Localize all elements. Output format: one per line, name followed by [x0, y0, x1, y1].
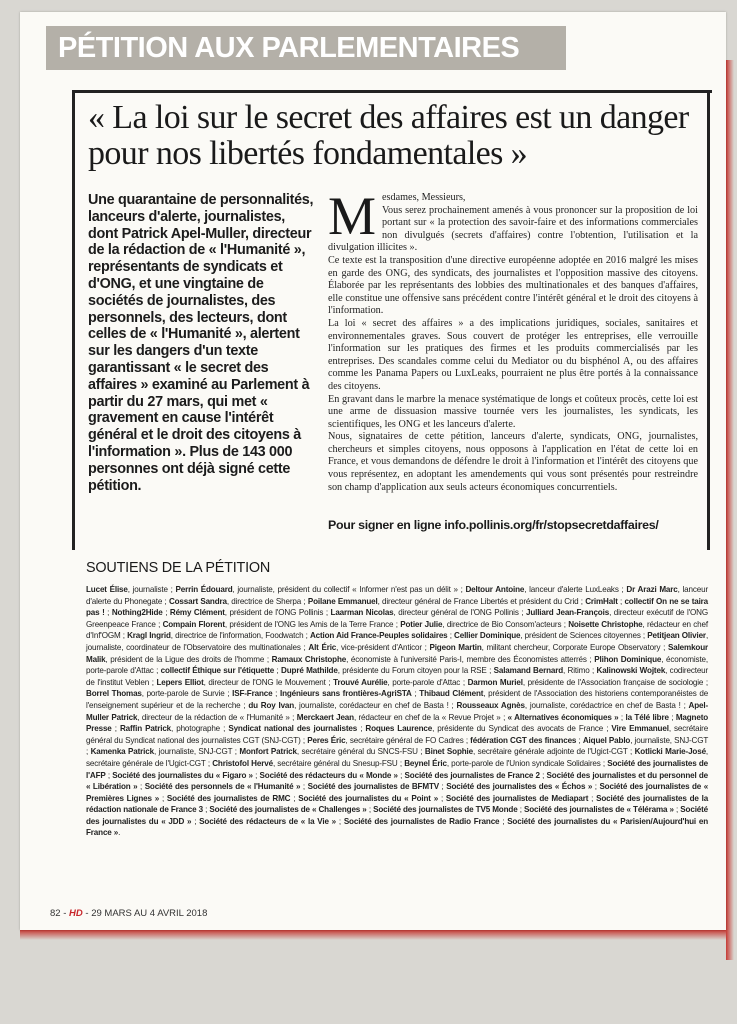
signatory-entry: Société des journalistes de Mediapart ;	[445, 793, 597, 803]
signatory-role: , économiste à l'université Paris-I, membre des Économistes atterrés	[346, 654, 587, 664]
signatory-name: la Télé libre	[625, 712, 669, 722]
signatory-name: Société des rédacteurs de « la Vie »	[199, 816, 337, 826]
signatory-entry: Société des journalistes du « JDD » ;	[86, 805, 709, 826]
signatory-name: Cellier Dominique	[454, 631, 521, 641]
signatory-entry: fédération CGT des finances ;	[470, 735, 583, 745]
signatory-name: Plihon Dominique	[594, 654, 662, 664]
signatory-name: Action Aid France-Peuples solidaires	[309, 631, 448, 641]
signatory-name: Perrin Édouard	[175, 585, 233, 594]
article-intro: Une quarantaine de personnalités, lanceurs d'alerte, journalistes, dont Patrick Apel-Muller, directeur de la rédaction de « l'Humanité », représentants de syndicats et d'ONG, et une vingtaine de sociétés de journalistes, des personnels, des lecteurs, dont celles de « l'Humanité », alertent sur les dangers d'un texte garantissant « le secret des affaires » examiné au Parlement à partir du 27 mars, qui met « gravement en cause l'intérêt général et le droit des citoyens à l'information ». Plus de 143 000 personnes ont déjà signé cette pétition.	[88, 192, 314, 494]
signatory-name: Monfort Patrick	[239, 747, 297, 757]
body-paragraph-5: Nous, signataires de cette pétition, lanceurs d'alerte, syndicats, ONG, journalistes, chercheurs et simples citoyens, nous opposons à l'application en l'état de cette loi en France, et vous demandons de défendre le droit à l'information et l'intérêt des citoyens que vous représentez, en adoptant les amendements qui vous sont présentés pour restreindre son champ d'application aux seuls acteurs économiques concurrentiels.	[328, 431, 698, 493]
signatory-name: Société des personnels de « l'Humanité »	[144, 782, 301, 792]
signatory-role: , directrice de l'information, Foodwatch	[170, 631, 304, 641]
page-number: 82 -	[50, 908, 67, 919]
petition-sign-link[interactable]: Pour signer en ligne info.pollinis.org/fr/stopsecretdaffaires/	[328, 518, 659, 532]
signatory-role: , journaliste, corédactrice en chef de Basta !	[524, 700, 681, 710]
signatory-name: collectif On ne se taira pas !	[86, 596, 709, 618]
signatory-role: , secrétaire générale adjointe de l'Ugict-CGT	[472, 747, 628, 757]
signatory-role: , président de Sciences citoyennes	[520, 631, 641, 641]
signatory-role: , militant chercheur, Corporate Europe Observatory	[481, 642, 661, 652]
signatory-role: , rédacteur en chef de la « Revue Projet »	[353, 712, 501, 722]
signatory-name: Trouvé Aurélie	[333, 677, 388, 687]
signatory-role: , secrétaire général du Snesup-FSU	[272, 758, 398, 768]
signatory-name: Julliard Jean-François	[525, 608, 610, 618]
signatory-name: Pigeon Martin	[429, 642, 482, 652]
signatory-name: Société des journalistes du « Point »	[298, 793, 439, 803]
signatory-entry: Plihon Dominique, économiste, porte-parole d'Attac ;	[86, 654, 708, 676]
signatory-entry: Pigeon Martin, militant chercheur, Corporate Europe Observatory ;	[429, 642, 668, 652]
signatory-name: Lucet Élise	[86, 585, 128, 594]
signatory-entry: Société des journalistes de « Télérama » ;	[523, 805, 681, 815]
body-paragraph-2: Ce texte est la transposition d'une directive européenne adoptée en 2016 malgré les mises en garde des ONG, des syndicats, des journalistes et l'opposition massive des citoyens. Élaborée par les représentants des lobbies des multinationales et des banques d'affaires, elle constitue une offensive sans précédent contre l'intérêt général et le droit des citoyens à l'information.	[328, 254, 698, 317]
signatory-role: , directeur de l'ONG le Mouvement	[203, 677, 326, 687]
signatory-name: Compain Florent	[162, 619, 225, 629]
signatory-name: Christofol Hervé	[212, 758, 273, 768]
signatory-role: , présidente de l'Association française de sociologie	[522, 677, 704, 687]
signatory-entry: Alt Éric, vice-président d'Anticor ;	[308, 642, 430, 652]
signatory-entry: Dr Arazi Marc, lanceur d'alerte du Phonegate ;	[86, 585, 709, 606]
signatory-entry: Société des journalistes du « Point » ;	[298, 793, 446, 803]
signatory-entry: Nothing2Hide ;	[111, 608, 170, 618]
body-paragraph-1: esdames, Messieurs, Vous serez prochainement amenés à vous prononcer sur la proposition de loi portant sur « la protection des savoir-faire et des informations commerciales non divulgués (secrets d'affaires) contre l'obtention, l'utilisation et la divulgation illicites ».	[328, 192, 698, 254]
signatory-entry: Société des rédacteurs du « Monde » ;	[259, 770, 405, 780]
signatory-entry: Kotlicki Marie-José, secrétaire générale de l'Ugict-CGT ;	[86, 747, 709, 768]
signatory-role: , rédacteur en chef d'Inf'OGM	[86, 619, 708, 641]
signatory-role: , journaliste	[127, 585, 168, 594]
signatory-entry: Thibaud Clément, président de l'Association des historiens contemporanéistes de l'enseignement supérieur et de la recherche ;	[86, 689, 709, 710]
signatory-entry: Salamand Bernard, Ritimo ;	[493, 666, 597, 676]
signatory-name: Cossart Sandra	[168, 596, 227, 606]
signatory-name: Deltour Antoine	[465, 585, 525, 594]
signatory-name: Laarman Nicolas	[330, 608, 394, 618]
signatory-name: Kotlicki Marie-José	[634, 747, 706, 757]
signatory-role: , directrice de Bio Consom'acteurs	[442, 619, 562, 629]
signatory-role: , directeur de la rédaction de « l'Humanité »	[137, 712, 290, 722]
signatory-name: fédération CGT des finances	[470, 735, 577, 745]
signatory-entry: Vire Emmanuel, secrétaire général du Syndicat national des journalistes CGT (SNJ-CGT) ;	[86, 724, 709, 745]
signatory-entry: Kalinowski Wojtek, codirecteur de l'institut Veblen ;	[86, 666, 709, 687]
signatory-name: Potier Julie	[400, 619, 443, 629]
signatory-name: Dupré Mathilde	[281, 666, 338, 676]
signatory-entry: Ramaux Christophe, économiste à l'université Paris-I, membre des Économistes atterrés ;	[271, 654, 595, 664]
signatory-name: Salemkour Malik	[86, 642, 709, 664]
signatory-name: Société des journalistes de la rédaction nationale de France 3	[86, 793, 709, 815]
signatory-name: Syndicat national des journalistes	[228, 724, 358, 734]
signatory-entry: Beynel Éric, porte-parole de l'Union syndicale Solidaires ;	[404, 758, 608, 768]
signatory-entry: Raffin Patrick, photographe ;	[119, 724, 229, 734]
frame-top-rule	[72, 90, 712, 93]
signatory-entry: Trouvé Aurélie, porte-parole d'Attac ;	[333, 677, 468, 687]
signatory-name: Darmon Muriel	[467, 677, 523, 687]
signatory-entry: Magneto Presse ;	[86, 712, 709, 734]
signatory-name: Dr Arazi Marc	[626, 585, 678, 594]
signatory-name: Société des journalistes du « JDD »	[86, 805, 709, 826]
signatory-name: Société des journalistes de l'AFP	[86, 758, 709, 780]
signatory-entry: « Alternatives économiques » ;	[507, 712, 626, 722]
signatory-name: Rémy Clément	[169, 608, 225, 618]
signatory-name: Poilane Emmanuel	[307, 596, 378, 606]
signatory-entry: Salemkour Malik, président de la Ligue des droits de l'homme ;	[86, 642, 709, 664]
drop-cap: M	[328, 186, 377, 246]
signatory-role: , journaliste, SNJ-CGT	[630, 735, 709, 745]
signatory-entry: Société des personnels de « l'Humanité » ;	[144, 782, 308, 792]
signatory-entry: Deltour Antoine, lanceur d'alerte LuxLeaks ;	[465, 585, 627, 594]
signatory-name: « Alternatives économiques »	[507, 712, 619, 722]
signatories-list	[86, 584, 708, 839]
signatory-role: , lanceur d'alerte du Phonegate	[86, 585, 709, 606]
signatory-entry: Apel-Muller Patrick, directeur de la rédaction de « l'Humanité » ;	[86, 700, 709, 722]
signatory-entry: Perrin Édouard, journaliste, président du collectif « Informer n'est pas un délit » ;	[175, 585, 466, 594]
signatory-entry: Rousseaux Agnès, journaliste, corédactrice en chef de Basta ! ;	[456, 700, 689, 710]
signatory-entry: Roques Laurence, présidente du Syndicat des avocats de France ;	[365, 724, 612, 734]
signatory-entry: collectif Éthique sur l'étiquette ;	[160, 666, 282, 676]
signatory-role: , journaliste, coordinateur de l'Observatoire des multinationales	[86, 631, 709, 652]
signatory-role: , président de l'Association des historiens contemporanéistes de l'enseignement supérieur et de la recherche	[86, 689, 709, 710]
section-banner	[46, 26, 566, 70]
article-headline: « La loi sur le secret des affaires est un danger pour nos libertés fondamentales »	[88, 99, 689, 172]
signatory-entry: Cossart Sandra, directrice de Sherpa ;	[168, 596, 308, 606]
signatory-name: Alt Éric	[308, 642, 337, 652]
signatory-name: Raffin Patrick	[119, 724, 172, 734]
signatory-entry: Laarman Nicolas, directeur général de l'ONG Pollinis ;	[330, 608, 526, 618]
article-body	[328, 186, 698, 494]
signatory-name: Société des rédacteurs du « Monde »	[259, 770, 398, 780]
signatory-entry: Christofol Hervé, secrétaire général du Snesup-FSU ;	[212, 758, 405, 768]
signatory-entry: Société des journalistes de TV5 Monde ;	[373, 805, 524, 815]
signatory-entry: Syndicat national des journalistes ;	[228, 724, 366, 734]
soutiens-heading: SOUTIENS DE LA PÉTITION	[86, 560, 271, 576]
signatory-name: Peres Éric	[307, 735, 346, 745]
signatory-entry: Ingénieurs sans frontières-AgriSTA ;	[279, 689, 420, 699]
signatory-name: Thibaud Clément	[419, 689, 484, 699]
signatory-name: CrimHalt	[585, 596, 618, 606]
signatory-role: , vice-président d'Anticor	[336, 642, 422, 652]
signatory-name: Société des journalistes du « Figaro »	[112, 770, 253, 780]
signatory-entry: Dupré Mathilde, présidente du Forum citoyen pour la RSE ;	[281, 666, 494, 676]
signatory-role: , porte-parole d'Attac	[387, 677, 461, 687]
signatory-entry: Société des journalistes de France 2 ;	[404, 770, 547, 780]
signatory-name: Société des journalistes et du personnel de « Libération »	[86, 770, 708, 792]
signatory-entry: Rémy Clément, président de l'ONG Pollinis ;	[169, 608, 331, 618]
signatory-name: Société des journalistes de « Premières Lignes »	[86, 782, 709, 803]
signatory-role: , journaliste, corédacteur en chef de Basta !	[294, 700, 449, 710]
magazine-logo: HD	[69, 908, 83, 919]
signatory-entry: Société des rédacteurs de « la Vie » ;	[199, 816, 344, 826]
signatory-role: , économiste, porte-parole d'Attac	[86, 654, 708, 676]
signatory-entry: du Roy Ivan, journaliste, corédacteur en chef de Basta ! ;	[248, 700, 457, 710]
signatory-entry: Société des journalistes de « Premières Lignes » ;	[86, 782, 709, 803]
signatory-name: Société des journalistes de « Télérama »	[523, 805, 674, 815]
signatory-role: , directeur général de l'ONG Pollinis	[393, 608, 519, 618]
signatory-entry: Société des journalistes de Radio France ;	[343, 816, 508, 826]
signatory-role: , porte-parole de Survie	[141, 689, 225, 699]
signatory-entry: Société des journalistes du « Figaro » ;	[112, 770, 260, 780]
signatory-name: Apel-Muller Patrick	[86, 700, 709, 722]
signatory-entry: Société des journalistes des « Échos » ;	[446, 782, 600, 792]
signatory-entry: collectif On ne se taira pas ! ;	[86, 596, 709, 618]
signatory-name: Rousseaux Agnès	[456, 700, 525, 710]
signatory-name: Nothing2Hide	[111, 608, 163, 618]
signatory-role: , président de la Ligue des droits de l'homme	[105, 654, 265, 664]
signatory-name: Société des journalistes de TV5 Monde	[373, 805, 518, 815]
body-paragraph-4: En gravant dans le marbre la menace systématique de longs et coûteux procès, cette loi est une arme de dissuasion massive tournée vers les journalistes, les syndicats, les scientifiques, les ONG et les lanceurs d'alerte.	[328, 393, 698, 430]
signatory-entry: Borrel Thomas, porte-parole de Survie ;	[86, 689, 233, 699]
signatory-entry: Noisette Christophe, rédacteur en chef d'Inf'OGM ;	[86, 619, 708, 641]
signatory-name: Société des journalistes de RMC	[166, 793, 291, 803]
signatory-entry: Lucet Élise, journaliste ;	[86, 585, 176, 594]
signatory-entry: ISF-France ;	[232, 689, 280, 699]
signatory-name: Aiquel Pablo	[582, 735, 631, 745]
signatory-role: , directeur exécutif de l'ONG Greenpeace France	[86, 608, 708, 629]
signatory-role: , Ritimo	[563, 666, 590, 676]
signatory-entry: Société des journalistes de la rédaction nationale de France 3 ;	[86, 793, 709, 815]
signatory-entry: Aiquel Pablo, journaliste, SNJ-CGT ;	[86, 735, 709, 757]
signatory-entry: Julliard Jean-François, directeur exécutif de l'ONG Greenpeace France ;	[86, 608, 708, 629]
signatory-entry: Peres Éric, secrétaire général de FO Cadres ;	[307, 735, 471, 745]
signatory-name: du Roy Ivan	[248, 700, 295, 710]
signatory-entry: Merckaert Jean, rédacteur en chef de la « Revue Projet » ;	[296, 712, 508, 722]
signatory-name: Société des journalistes de « Challenges »	[209, 805, 367, 815]
signatory-entry: Société des journalistes du « Parisien/Aujourd'hui en France ».	[86, 816, 709, 838]
body-paragraph-3: La loi « secret des affaires » a des implications juridiques, sociales, sanitaires et environnementales graves. Sous couvert de protéger les entreprises, elle verrouille l'information sur les pratiques des firmes et les produits commercialisés par les entreprises. Des scandales comme celui du Mediator ou du bisphénol A, ou des affaires comme les Panama Papers ou LuxLeaks, pourraient ne plus être portés à la connaissance des citoyens.	[328, 317, 698, 392]
signatory-name: Lepers Elliot	[156, 677, 204, 687]
signatory-role: , président de l'ONG les Amis de la Terre France	[224, 619, 394, 629]
signatory-role: , directrice de Sherpa	[226, 596, 302, 606]
signatory-name: Société des journalistes de BFMTV	[307, 782, 439, 792]
page-bottom-edge	[20, 930, 726, 940]
signatory-entry: la Télé libre ;	[625, 712, 676, 722]
signatory-name: Roques Laurence	[365, 724, 433, 734]
signatory-name: Société des journalistes de France 2	[404, 770, 540, 780]
signatory-entry: Société des journalistes de RMC ;	[166, 793, 299, 803]
signatory-entry: Darmon Muriel, présidente de l'Association française de sociologie ;	[467, 677, 709, 687]
signatory-entry: Potier Julie, directrice de Bio Consom'acteurs ;	[400, 619, 569, 629]
signatory-role: , président de l'ONG Pollinis	[224, 608, 324, 618]
signatory-name: Beynel Éric	[404, 758, 447, 768]
signatory-role: , journaliste, président du collectif « Informer n'est pas un délit »	[232, 585, 458, 594]
signatory-name: Société des journalistes du « Parisien/Aujourd'hui en France »	[86, 816, 709, 838]
signatory-name: Kragl Ingrid	[127, 631, 171, 641]
magazine-page	[20, 12, 726, 930]
signatory-name: Ingénieurs sans frontières-AgriSTA	[279, 689, 412, 699]
signatory-role: , photographe	[171, 724, 221, 734]
signatory-name: Ramaux Christophe	[271, 654, 347, 664]
signatory-entry: Société des journalistes de « Challenges » ;	[209, 805, 374, 815]
page-edge-red	[726, 60, 734, 960]
signatory-role: , présidente du Syndicat des avocats de France	[432, 724, 604, 734]
signatory-role: , secrétaire général de FO Cadres	[345, 735, 464, 745]
signatory-entry: Kamenka Patrick, journaliste, SNJ-CGT ;	[90, 747, 240, 757]
signatory-name: Société des journalistes de Radio France	[343, 816, 500, 826]
signatory-name: Binet Sophie	[424, 747, 473, 757]
page-footer	[50, 908, 207, 919]
signatory-name: Merckaert Jean	[296, 712, 354, 722]
signatory-role: , secrétaire général du Syndicat national des journalistes CGT (SNJ-CGT)	[86, 724, 709, 745]
signatory-name: Borrel Thomas	[86, 689, 142, 699]
signatory-role: , présidente du Forum citoyen pour la RSE	[337, 666, 487, 676]
signatory-entry: Société des journalistes de l'AFP ;	[86, 758, 709, 780]
signatory-name: Société des journalistes des « Échos »	[446, 782, 593, 792]
signatory-name: Kalinowski Wojtek	[596, 666, 666, 676]
frame-left-rule	[72, 90, 75, 550]
signatory-name: Kamenka Patrick	[90, 747, 154, 757]
signatory-entry: Petitjean Olivier, journaliste, coordinateur de l'Observatoire des multinationales ;	[86, 631, 709, 652]
signatory-role: , secrétaire générale de l'Ugict-CGT	[86, 747, 709, 768]
signatory-entry: Cellier Dominique, président de Sciences citoyennes ;	[454, 631, 648, 641]
signatory-entry: Action Aid France-Peuples solidaires ;	[309, 631, 455, 641]
signatory-entry: Lepers Elliot, directeur de l'ONG le Mouvement ;	[156, 677, 334, 687]
signatory-name: ISF-France	[232, 689, 273, 699]
signatory-name: collectif Éthique sur l'étiquette	[160, 666, 275, 676]
signatory-name: Salamand Bernard	[493, 666, 564, 676]
signatory-entry: Société des journalistes de BFMTV ;	[307, 782, 447, 792]
signatory-name: Société des journalistes de Mediapart	[445, 793, 589, 803]
issue-date: - 29 MARS AU 4 AVRIL 2018	[85, 908, 208, 919]
signatory-role: , secrétaire général du SNCS-FSU	[296, 747, 418, 757]
signatory-entry: CrimHalt ;	[585, 596, 625, 606]
signatory-entry: Poilane Emmanuel, directeur général de France Libertés et président du Crid ;	[307, 596, 586, 606]
signatory-name: Vire Emmanuel	[611, 724, 669, 734]
signatory-entry: Société des journalistes et du personnel de « Libération » ;	[86, 770, 708, 792]
banner-title: PÉTITION AUX PARLEMENTAIRES	[58, 32, 520, 64]
signatory-name: Magneto Presse	[86, 712, 709, 734]
signatory-entry: Monfort Patrick, secrétaire général du SNCS-FSU ;	[239, 747, 425, 757]
signatory-entry: Compain Florent, président de l'ONG les Amis de la Terre France ;	[162, 619, 401, 629]
signatory-name: Petitjean Olivier	[647, 631, 706, 641]
signatory-role: , directeur général de France Libertés et président du Crid	[377, 596, 579, 606]
signatory-role: , codirecteur de l'institut Veblen	[86, 666, 709, 687]
signatory-role: , lanceur d'alerte LuxLeaks	[524, 585, 619, 594]
signatory-name: Noisette Christophe	[568, 619, 643, 629]
signatory-role: , journaliste, SNJ-CGT	[153, 747, 233, 757]
signatory-entry: Kragl Ingrid, directrice de l'information, Foodwatch ;	[127, 631, 310, 641]
signatory-entry: Binet Sophie, secrétaire générale adjointe de l'Ugict-CGT ;	[424, 747, 635, 757]
signatory-role: , porte-parole de l'Union syndicale Solidaires	[446, 758, 601, 768]
